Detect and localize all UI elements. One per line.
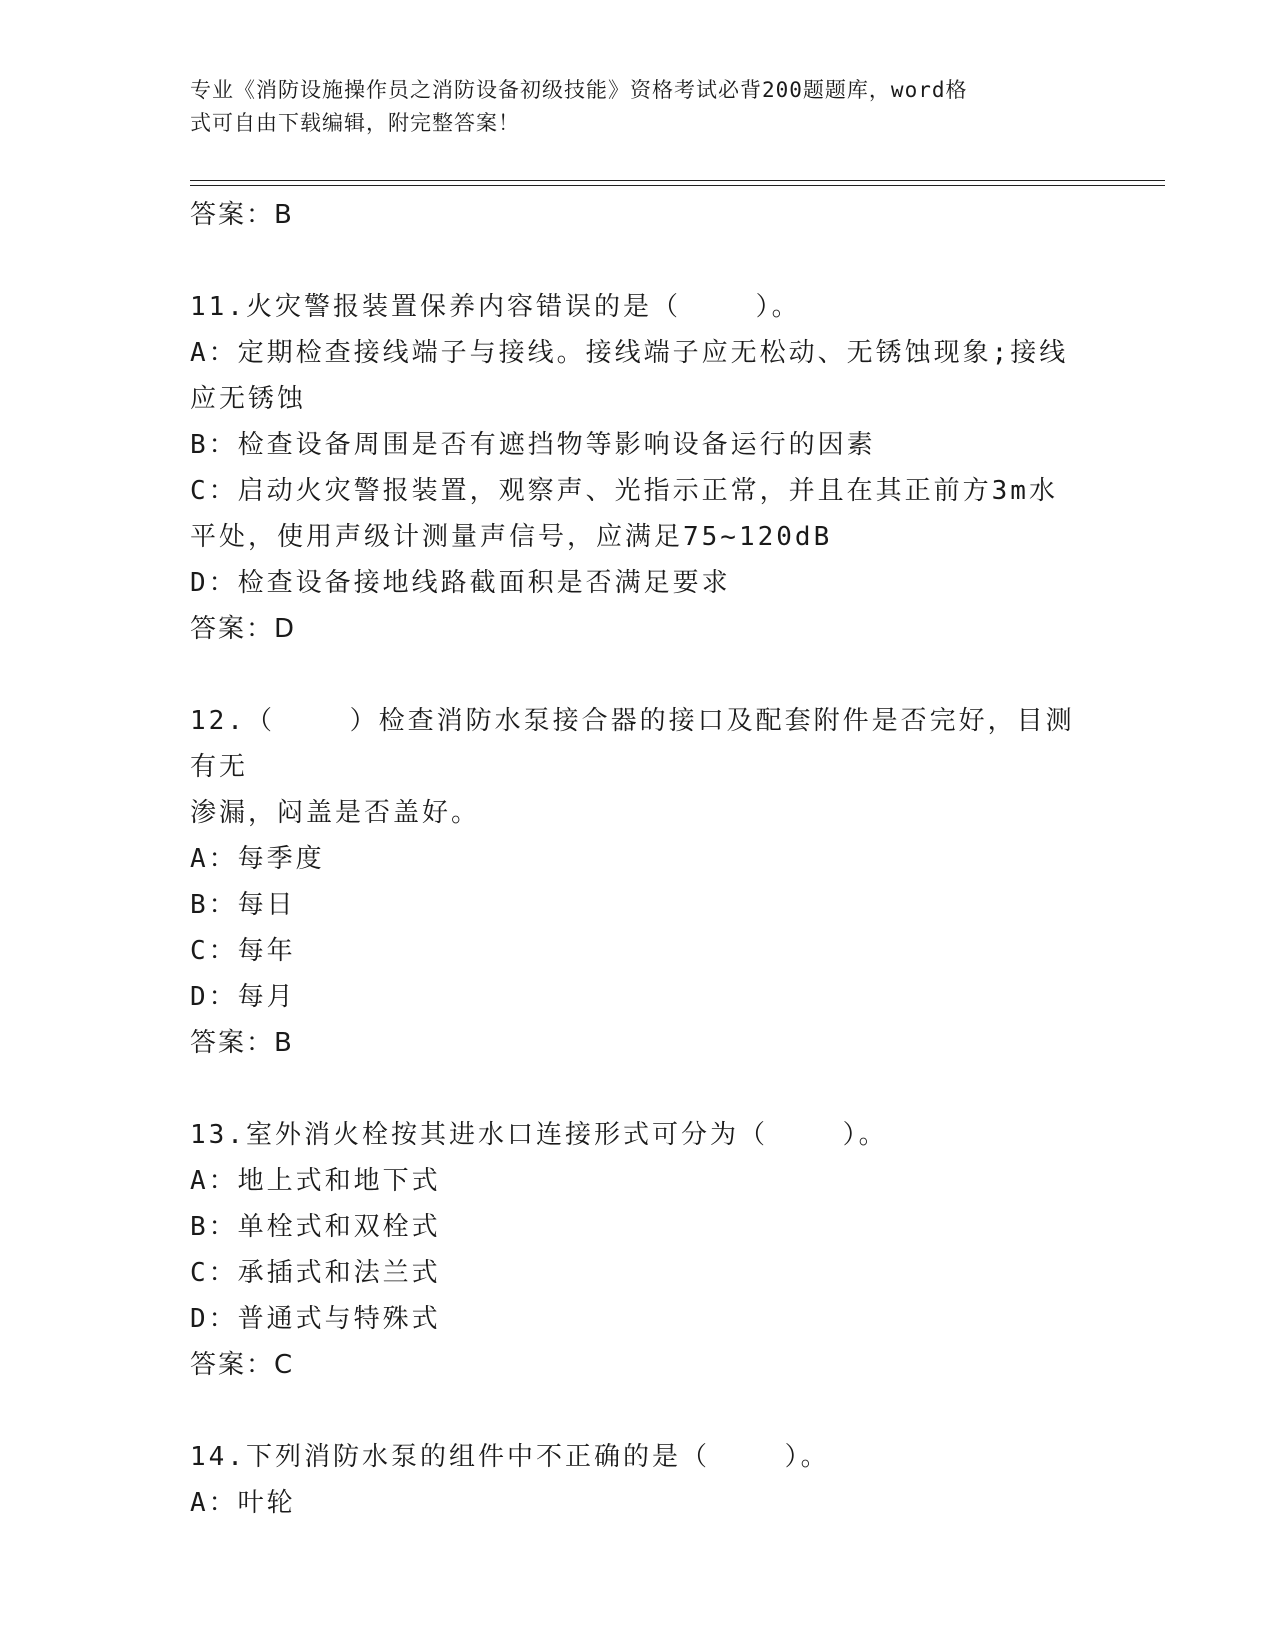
question-content [190, 192, 1090, 1526]
header-divider-top [190, 180, 1165, 181]
question-block [190, 698, 1090, 1066]
question-stem: 渗漏，闷盖是否盖好。 [190, 798, 481, 828]
option-line: D：检查设备接地线路截面积是否满足要求 [190, 568, 731, 598]
option-line: B：单栓式和双栓式 [190, 1212, 441, 1242]
option-line: 应无锈蚀 [190, 384, 307, 414]
answer-line: 答案：B [190, 200, 294, 230]
option-line: A：定期检查接线端子与接线。接线端子应无松动、无锈蚀现象;接线 [190, 338, 1069, 368]
option-line: C：每年 [190, 936, 296, 966]
header-line-2: 式可自由下载编辑，附完整答案！ [190, 111, 520, 135]
option-line: D：每月 [190, 982, 296, 1012]
answer-line: 答案：C [190, 1350, 295, 1380]
question-stem: 14.下列消防水泵的组件中不正确的是（ ）。 [190, 1442, 830, 1472]
option-line: D：普通式与特殊式 [190, 1304, 441, 1334]
option-line: C：启动火灾警报装置，观察声、光指示正常，并且在其正前方3m水 [190, 476, 1058, 506]
option-line: B：每日 [190, 890, 296, 920]
option-line: 平处，使用声级计测量声信号，应满足75~120dB [190, 522, 833, 552]
header-divider-bottom [190, 185, 1165, 186]
question-block [190, 1112, 1090, 1388]
option-line: A：地上式和地下式 [190, 1166, 441, 1196]
answer-line: 答案：D [190, 614, 297, 644]
question-block [190, 284, 1090, 652]
page-header [190, 74, 1090, 140]
header-line-1: 专业《消防设施操作员之消防设备初级技能》资格考试必背200题题库，word格 [190, 78, 968, 102]
option-line: B：检查设备周围是否有遮挡物等影响设备运行的因素 [190, 430, 876, 460]
question-stem: 11.火灾警报装置保养内容错误的是（ ）。 [190, 292, 801, 322]
question-block [190, 1434, 1090, 1526]
question-stem: 13.室外消火栓按其进水口连接形式可分为（ ）。 [190, 1120, 888, 1150]
option-line: C：承插式和法兰式 [190, 1258, 441, 1288]
option-line: A：叶轮 [190, 1488, 296, 1518]
answer-line: 答案：B [190, 1028, 294, 1058]
option-line: A：每季度 [190, 844, 325, 874]
question-stem: 12.（ ）检查消防水泵接合器的接口及配套附件是否完好，目测有无 [190, 706, 1075, 782]
